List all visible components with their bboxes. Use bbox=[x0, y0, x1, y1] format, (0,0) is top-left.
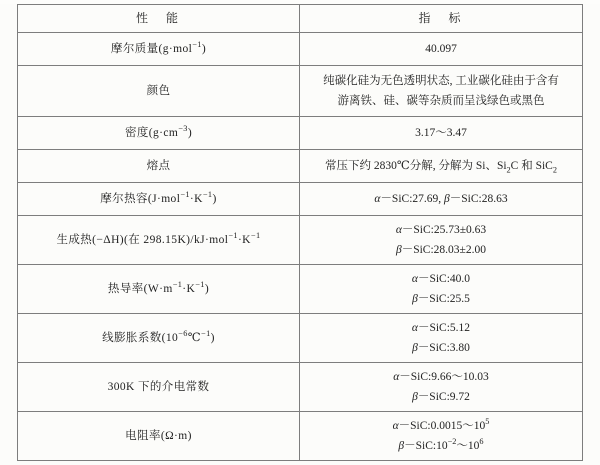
cell-property: 摩尔热容$(J\cdot mol^{-1}\cdot K^{-1})$ bbox=[18, 183, 300, 216]
cell-value: α－SiC:9.66～10.03 β－SiC:9.72 bbox=[300, 363, 583, 412]
cell-value: $\alpha-SiC:0.0015\sim 10^5$ $\beta-SiC:10^{-2}\sim 10^6$ bbox=[300, 412, 583, 461]
cell-property: 熔点 bbox=[18, 150, 300, 183]
cell-value: α－SiC:27.69, β－SiC:28.63 bbox=[300, 183, 583, 216]
table-row bbox=[18, 117, 583, 150]
cell-property: 电阻率(Ω·m) bbox=[18, 412, 300, 461]
specification-table bbox=[17, 4, 583, 461]
table-row bbox=[18, 412, 583, 461]
table-row bbox=[18, 265, 583, 314]
cell-value: 40.097 bbox=[300, 33, 583, 66]
cell-property: 热导率$(W\cdot m^{-1}\cdot K^{-1})$ bbox=[18, 265, 300, 314]
cell-value: 3.17～3.47 bbox=[300, 117, 583, 150]
column-header-value: 指 标 bbox=[300, 5, 583, 33]
cell-property: 300K 下的介电常数 bbox=[18, 363, 300, 412]
column-header-property: 性 能 bbox=[18, 5, 300, 33]
cell-value: α－SiC:5.12 β－SiC:3.80 bbox=[300, 314, 583, 363]
cell-value: 纯碳化硅为无色透明状态, 工业碳化硅由于含有 游离铁、硅、碳等杂质而呈浅绿色或黑色 bbox=[300, 66, 583, 117]
table-header-row bbox=[18, 5, 583, 33]
cell-property: 密度$(g\cdot cm^{-3})$ bbox=[18, 117, 300, 150]
cell-value: α－SiC:40.0 β－SiC:25.5 bbox=[300, 265, 583, 314]
table-row bbox=[18, 183, 583, 216]
cell-property: 颜色 bbox=[18, 66, 300, 117]
cell-value: 常压下约 2830℃分解, 分解为 Si、$Si_2C$ 和 SiC$_2$ bbox=[300, 150, 583, 183]
table-row bbox=[18, 314, 583, 363]
table-row bbox=[18, 216, 583, 265]
document-page bbox=[0, 4, 600, 465]
table-row bbox=[18, 33, 583, 66]
table-row bbox=[18, 150, 583, 183]
table-row bbox=[18, 363, 583, 412]
cell-value: α－SiC:25.73±0.63 β－SiC:28.03±2.00 bbox=[300, 216, 583, 265]
table-row bbox=[18, 66, 583, 117]
cell-property: 生成热(−ΔH)(在 $298.15K)/kJ\cdot mol^{-1}\cdot K^{-1}$ bbox=[18, 216, 300, 265]
cell-property: 摩尔质量(g·mol$^{-1}$) bbox=[18, 33, 300, 66]
cell-property: 线膨胀系数$(10^{-6}℃^{-1})$ bbox=[18, 314, 300, 363]
